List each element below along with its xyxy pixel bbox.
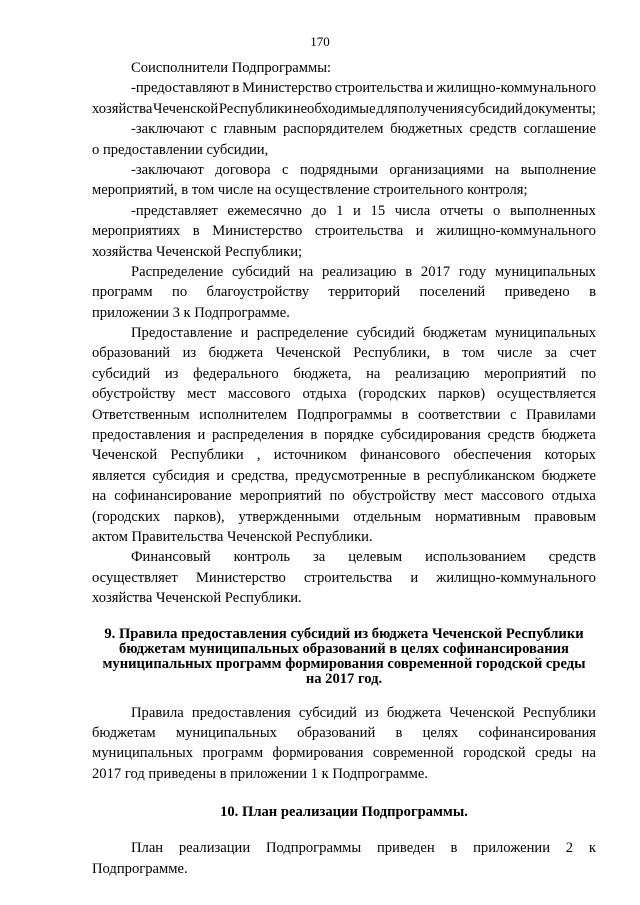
word: республиканском bbox=[426, 467, 535, 484]
word: и bbox=[240, 325, 249, 342]
word: осуществляет bbox=[92, 569, 178, 586]
word: Чеченской bbox=[275, 345, 341, 362]
text-line bbox=[92, 323, 596, 343]
word: из bbox=[164, 365, 179, 382]
word: Подпрограммы bbox=[265, 840, 362, 857]
word: субсидия bbox=[152, 467, 210, 484]
text-line bbox=[92, 119, 596, 139]
text-line bbox=[92, 723, 596, 743]
word: на bbox=[366, 365, 381, 382]
paragraph bbox=[92, 838, 596, 879]
word: главным bbox=[223, 121, 277, 138]
text-line: хозяйства Чеченской Республики; bbox=[92, 243, 303, 260]
word: реализацию bbox=[322, 263, 397, 280]
word: к bbox=[588, 840, 596, 857]
word: необходимые bbox=[292, 100, 376, 117]
word: софинансирования bbox=[478, 724, 596, 741]
word: обеспечения bbox=[453, 447, 532, 464]
word: бюджете bbox=[541, 467, 596, 484]
word: 2 bbox=[565, 840, 574, 857]
word: Правилами bbox=[526, 406, 596, 423]
word: массового bbox=[227, 386, 291, 403]
word: приложении bbox=[473, 840, 551, 857]
word: 15 bbox=[370, 202, 386, 219]
paragraph bbox=[92, 78, 596, 119]
word: отдыха bbox=[551, 488, 596, 505]
word: исполнителем bbox=[199, 406, 288, 423]
text-line bbox=[92, 547, 596, 567]
word: образований bbox=[297, 724, 376, 741]
word: обустройству bbox=[92, 386, 176, 403]
text-line bbox=[92, 838, 596, 858]
text-line bbox=[92, 78, 596, 98]
text-line bbox=[92, 743, 596, 763]
word: использованием bbox=[425, 549, 526, 566]
text-line bbox=[92, 703, 596, 723]
word: -предоставляют bbox=[131, 80, 230, 97]
text-line: о предоставлении субсидии, bbox=[92, 141, 269, 158]
word: в bbox=[232, 80, 240, 97]
word: муниципальных bbox=[175, 724, 277, 741]
word: Подпрограммы bbox=[296, 406, 392, 423]
word: Правила bbox=[131, 704, 184, 721]
text-line bbox=[92, 364, 596, 384]
word: за bbox=[544, 345, 558, 362]
word: (городских bbox=[358, 386, 427, 403]
word: в bbox=[395, 724, 403, 741]
word: в bbox=[413, 467, 421, 484]
word: на bbox=[92, 488, 107, 505]
word: в bbox=[310, 427, 318, 444]
word: утвержденными bbox=[238, 508, 340, 525]
word: строительства bbox=[314, 223, 404, 240]
word: и bbox=[415, 223, 424, 240]
word: распределение bbox=[256, 325, 349, 342]
word: мест bbox=[444, 488, 473, 505]
word: бюджетных bbox=[390, 121, 463, 138]
word: организациями bbox=[389, 161, 484, 178]
paragraph bbox=[92, 58, 596, 78]
paragraph bbox=[92, 703, 596, 785]
word: субсидирования bbox=[380, 427, 481, 444]
word: целевым bbox=[348, 549, 403, 566]
word: обустройству bbox=[352, 488, 437, 505]
text-line: 9. Правила предоставления субсидий из бюджета Чеченской Республики bbox=[104, 625, 584, 642]
text-line bbox=[92, 425, 596, 445]
section-heading bbox=[92, 802, 596, 822]
word: -заключают bbox=[131, 161, 204, 178]
word: Распределение bbox=[131, 263, 224, 280]
word: отчеты bbox=[439, 202, 484, 219]
word: субсидий bbox=[92, 365, 151, 382]
word: Республики bbox=[170, 447, 244, 464]
word: распределения bbox=[212, 427, 304, 444]
text-line bbox=[92, 486, 596, 506]
word: числе bbox=[496, 345, 533, 362]
paragraph bbox=[92, 119, 596, 160]
word: жилищно-коммунального bbox=[436, 223, 596, 240]
word: получения bbox=[398, 100, 465, 117]
vertical-spacer bbox=[92, 609, 596, 627]
paragraph bbox=[92, 201, 596, 262]
text-line bbox=[92, 201, 596, 221]
word: на bbox=[298, 263, 314, 280]
word: отдыха bbox=[302, 386, 347, 403]
word: том bbox=[462, 345, 485, 362]
word: и bbox=[216, 467, 225, 484]
word: строительства bbox=[303, 569, 393, 586]
paragraph bbox=[92, 323, 596, 547]
word: массового bbox=[480, 488, 544, 505]
word: поселений bbox=[419, 284, 486, 301]
word: субсидий bbox=[232, 263, 291, 280]
word: в bbox=[450, 840, 458, 857]
word: средств bbox=[487, 427, 535, 444]
word: благоустройству bbox=[206, 284, 309, 301]
word: формирования bbox=[272, 745, 364, 762]
paragraph bbox=[92, 547, 596, 608]
text-line bbox=[92, 405, 596, 425]
word: -представляет bbox=[131, 202, 218, 219]
word: бюджетам bbox=[422, 325, 487, 342]
word: среды bbox=[534, 745, 573, 762]
word: строительства bbox=[334, 80, 423, 97]
word: бюджета bbox=[386, 704, 442, 721]
word: , bbox=[256, 447, 261, 464]
word: хозяйства bbox=[92, 100, 153, 117]
word: документы; bbox=[523, 100, 596, 117]
word: субсидий bbox=[356, 325, 415, 342]
word: приведено bbox=[504, 284, 570, 301]
text-line: 10. План реализации Подпрограммы. bbox=[220, 804, 468, 821]
word: Чеченской bbox=[153, 100, 219, 117]
word: Республики bbox=[522, 704, 596, 721]
word: муниципальных bbox=[494, 263, 596, 280]
word: федерального bbox=[193, 365, 279, 382]
word: средств bbox=[548, 549, 596, 566]
word: программ bbox=[92, 284, 153, 301]
word: в bbox=[192, 223, 200, 240]
text-line: Соисполнители Подпрограммы: bbox=[131, 60, 332, 76]
word: (городских bbox=[92, 508, 161, 525]
word: Министерство bbox=[212, 223, 303, 240]
word: предусмотренные bbox=[295, 467, 407, 484]
word: бюджета, bbox=[293, 365, 352, 382]
paragraph bbox=[92, 160, 596, 201]
text-line: хозяйства Чеченской Республики. bbox=[92, 590, 302, 607]
text-line bbox=[92, 384, 596, 404]
word: программ bbox=[202, 745, 264, 762]
word: Предоставление bbox=[131, 325, 233, 342]
word: Республики bbox=[218, 100, 293, 117]
word: в bbox=[401, 406, 409, 423]
word: и bbox=[425, 80, 434, 97]
word: средств bbox=[469, 121, 517, 138]
word: предоставления bbox=[92, 427, 191, 444]
word: контроль bbox=[233, 549, 291, 566]
word: Чеченской bbox=[92, 447, 158, 464]
word: соответствии bbox=[418, 406, 501, 423]
word: парков) bbox=[438, 386, 486, 403]
word: до bbox=[311, 202, 327, 219]
vertical-spacer bbox=[92, 822, 596, 838]
word: с bbox=[281, 161, 289, 178]
word: муниципальных bbox=[92, 745, 194, 762]
word: договора bbox=[215, 161, 271, 178]
word: городской bbox=[463, 745, 526, 762]
vertical-spacer bbox=[92, 687, 596, 703]
page-number: 170 bbox=[310, 34, 330, 49]
word: источником bbox=[273, 447, 347, 464]
word: выполнение bbox=[520, 161, 596, 178]
text-line: 2017 год приведены в приложении 1 к Подпрограмме. bbox=[92, 765, 428, 782]
word: территорий bbox=[328, 284, 401, 301]
text-line bbox=[92, 99, 596, 119]
word: в bbox=[405, 263, 413, 280]
word: субсидий bbox=[464, 100, 523, 117]
word: План bbox=[131, 840, 164, 857]
document-body bbox=[92, 58, 596, 879]
word: реализации bbox=[178, 840, 251, 857]
text-line bbox=[92, 568, 596, 588]
word: по bbox=[172, 284, 188, 301]
text-line: Подпрограмме. bbox=[92, 860, 188, 877]
word: осуществляется bbox=[496, 386, 596, 403]
text-line bbox=[92, 262, 596, 282]
word: мероприятий bbox=[484, 365, 567, 382]
word: бюджетам bbox=[92, 724, 156, 741]
word: образований bbox=[92, 345, 171, 362]
word: из bbox=[182, 345, 197, 362]
word: которых bbox=[544, 447, 596, 464]
word: Министерство bbox=[242, 80, 332, 97]
word: жилищно-коммунального bbox=[436, 80, 596, 97]
word: соглашение bbox=[523, 121, 596, 138]
word: 1 bbox=[336, 202, 344, 219]
word: ежемесячно bbox=[227, 202, 302, 219]
word: субсидий bbox=[298, 704, 357, 721]
word: нормативным bbox=[435, 508, 521, 525]
text-line bbox=[92, 160, 596, 180]
word: парков), bbox=[173, 508, 225, 525]
text-line: на 2017 год. bbox=[305, 670, 383, 687]
word: бюджета bbox=[541, 427, 596, 444]
word: на bbox=[581, 745, 596, 762]
text-line: мероприятий, в том числе на осуществление строительного контроля; bbox=[92, 182, 528, 199]
word: отдельным bbox=[353, 508, 422, 525]
word: реализацию bbox=[395, 365, 470, 382]
word: на bbox=[495, 161, 510, 178]
word: современной bbox=[372, 745, 454, 762]
word: средства, bbox=[231, 467, 289, 484]
word: для bbox=[376, 100, 398, 117]
word: и bbox=[353, 202, 361, 219]
word: Ответственным bbox=[92, 406, 190, 423]
text-line bbox=[92, 466, 596, 486]
word: Республики, bbox=[353, 345, 431, 362]
word: и bbox=[197, 427, 206, 444]
word: финансового bbox=[360, 447, 441, 464]
text-line bbox=[92, 282, 596, 302]
word: мероприятиях bbox=[92, 223, 181, 240]
word: с bbox=[510, 406, 517, 423]
word: распорядителем bbox=[282, 121, 384, 138]
text-line bbox=[92, 445, 596, 465]
word: софинансирование bbox=[114, 488, 232, 505]
word: жилищно-коммунального bbox=[436, 569, 596, 586]
word: числа bbox=[394, 202, 431, 219]
paragraph bbox=[92, 262, 596, 323]
word: из bbox=[365, 704, 379, 721]
word: приведен bbox=[376, 840, 435, 857]
word: мероприятий bbox=[239, 488, 322, 505]
word: по bbox=[329, 488, 345, 505]
vertical-spacer bbox=[92, 784, 596, 802]
word: целях bbox=[422, 724, 459, 741]
word: счет bbox=[569, 345, 596, 362]
word: Финансовый bbox=[131, 549, 211, 566]
text-line bbox=[92, 507, 596, 527]
word: является bbox=[92, 467, 146, 484]
text-line bbox=[92, 221, 596, 241]
word: бюджета bbox=[208, 345, 264, 362]
text-line: бюджетам муниципальных образований в целях софинансирования bbox=[119, 640, 569, 657]
text-line: актом Правительства Чеченской Республики. bbox=[92, 528, 373, 545]
word: выполненных bbox=[509, 202, 596, 219]
text-line: муниципальных программ формирования современной городской среды bbox=[102, 655, 586, 672]
word: мест bbox=[187, 386, 217, 403]
section-heading bbox=[92, 627, 596, 687]
word: 2017 bbox=[420, 263, 451, 280]
word: в bbox=[442, 345, 450, 362]
word: муниципальных bbox=[494, 325, 596, 342]
word: Чеченской bbox=[449, 704, 515, 721]
word: по bbox=[580, 365, 596, 382]
word: году bbox=[458, 263, 487, 280]
word: в bbox=[589, 284, 596, 301]
text-line: приложении 3 к Подпрограмме. bbox=[92, 304, 290, 321]
word: правовым bbox=[534, 508, 596, 525]
word: предоставления bbox=[191, 704, 291, 721]
word: подрядными bbox=[299, 161, 379, 178]
word: порядке bbox=[323, 427, 374, 444]
word: за bbox=[312, 549, 326, 566]
text-line bbox=[92, 343, 596, 363]
word: Министерство bbox=[195, 569, 286, 586]
word: -заключают bbox=[131, 121, 204, 138]
word: с bbox=[210, 121, 217, 138]
word: и bbox=[410, 569, 419, 586]
word: о bbox=[493, 202, 501, 219]
